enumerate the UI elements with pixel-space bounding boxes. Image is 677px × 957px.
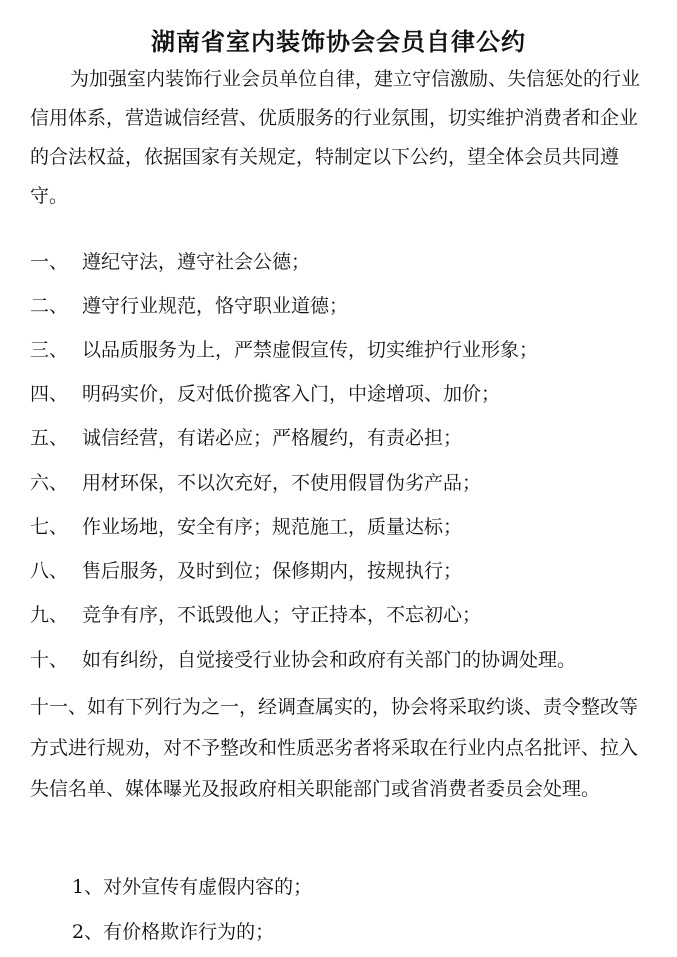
item-number: 九、 xyxy=(30,604,69,626)
item-number: 三、 xyxy=(30,339,69,361)
item-number: 四、 xyxy=(30,383,69,405)
item-eleven-paragraph: 十一、如有下列行为之一，经调查属实的，协会将采取约谈、责令整改等方式进行规劝，对不予整改和性质恶劣者将采取在行业内点名批评、拉入失信名单、媒体曝光及报政府相关职能部门或省消费者委员会处理。 xyxy=(30,696,639,800)
list-item xyxy=(30,423,670,453)
item-number: 八、 xyxy=(30,560,69,582)
item-text: 售后服务，及时到位；保修期内，按规执行； xyxy=(82,560,463,582)
item-number: 七、 xyxy=(30,516,69,538)
item-text: 明码实价，反对低价揽客入门，中途增项、加价； xyxy=(82,383,501,405)
item-text: 竞争有序，不诋毁他人；守正持本，不忘初心； xyxy=(82,604,482,626)
intro-paragraph: 为加强室内装饰行业会员单位自律，建立守信激励、失信惩处的行业信用体系，营造诚信经营、优质服务的行业氛围，切实维护消费者和企业的合法权益，依据国家有关规定，特制定以下公约，望全体会员共同遵守。 xyxy=(30,68,641,207)
list-item xyxy=(30,512,670,542)
list-item xyxy=(30,291,670,321)
list-item xyxy=(30,247,670,277)
item-text: 作业场地，安全有序；规范施工，质量达标； xyxy=(82,516,463,538)
list-item xyxy=(30,600,670,630)
item-text: 用材环保，不以次充好，不使用假冒伪劣产品； xyxy=(82,472,482,494)
item-number: 六、 xyxy=(30,472,69,494)
item-text: 遵守行业规范，恪守职业道德； xyxy=(82,295,349,317)
item-text: 诚信经营，有诺必应；严格履约，有责必担； xyxy=(82,427,463,449)
item-number: 二、 xyxy=(30,295,69,317)
item-number: 一、 xyxy=(30,251,69,273)
item-number: 五、 xyxy=(30,427,69,449)
document-title: 湖南省室内装饰协会会员自律公约 xyxy=(151,27,526,56)
item-text: 遵纪守法，遵守社会公德； xyxy=(82,251,311,273)
sub-item: 1、对外宣传有虚假内容的； xyxy=(72,876,313,898)
list-item xyxy=(30,468,670,498)
list-item xyxy=(30,645,670,675)
item-number: 十、 xyxy=(30,649,69,671)
list-item xyxy=(30,556,670,586)
item-text: 如有纠纷，自觉接受行业协会和政府有关部门的协调处理。 xyxy=(82,649,577,671)
list-item xyxy=(30,379,670,409)
list-item xyxy=(30,335,670,365)
item-text: 以品质服务为上，严禁虚假宣传，切实维护行业形象； xyxy=(82,339,539,361)
sub-item: 2、有价格欺诈行为的； xyxy=(72,921,275,943)
